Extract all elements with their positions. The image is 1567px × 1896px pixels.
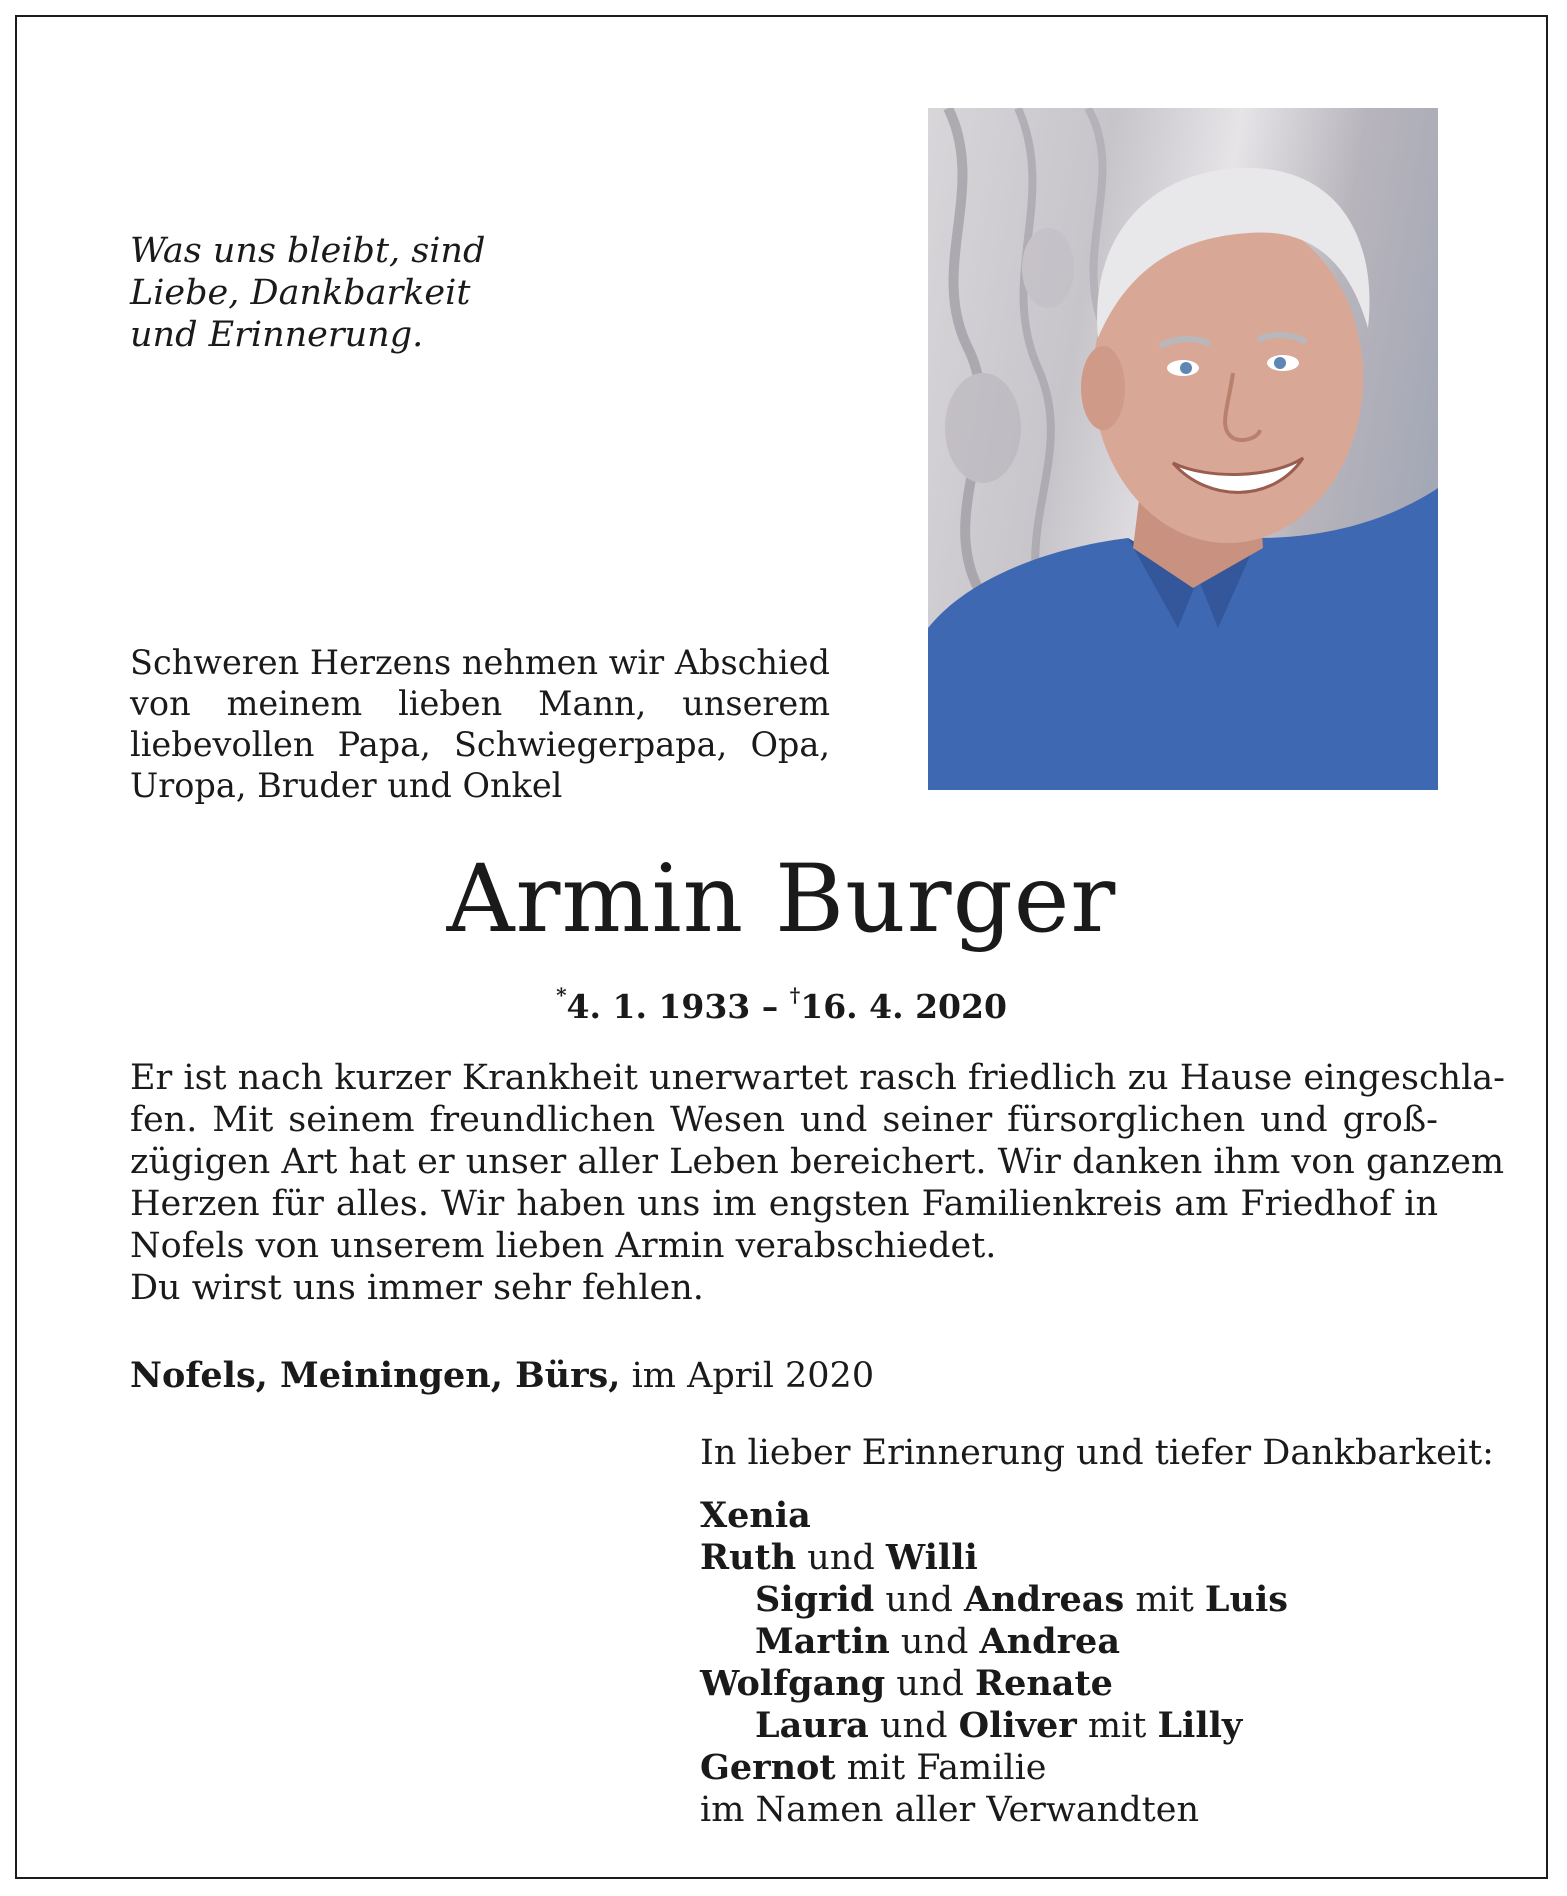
quote-line: und Erinnerung. — [130, 315, 424, 355]
family-name: Andrea — [979, 1621, 1120, 1662]
message-text — [130, 1057, 1505, 1309]
family-name: Sigrid — [755, 1579, 875, 1620]
intro-line: Uropa, Bruder und Onkel — [130, 766, 563, 805]
family-row — [700, 1537, 1288, 1579]
family-row — [700, 1789, 1288, 1831]
closing-line: im Namen aller Verwandten — [700, 1790, 1199, 1830]
place-and-date — [130, 1355, 874, 1397]
portrait-photo — [928, 108, 1438, 790]
connector: und — [889, 1622, 980, 1662]
family-row — [700, 1621, 1288, 1663]
family-row — [700, 1579, 1288, 1621]
intro-line: liebevollen Papa, Schwiegerpapa, Opa, — [130, 725, 830, 764]
family-name: Laura — [755, 1705, 869, 1746]
family-name: Martin — [755, 1621, 890, 1662]
family-name: Ruth — [700, 1537, 797, 1578]
connector: und — [874, 1580, 965, 1620]
family-name: Renate — [974, 1663, 1113, 1704]
family-name: Gernot — [700, 1747, 836, 1788]
connector: mit — [1076, 1706, 1158, 1746]
family-row — [700, 1705, 1288, 1747]
message-line: fen. Mit seinem freundlichen Wesen und seiner fürsorglichen und groß- — [130, 1100, 1438, 1140]
family-name: Luis — [1204, 1579, 1288, 1620]
family-name: Oliver — [958, 1705, 1077, 1746]
message-line: Er ist nach kurzer Krankheit unerwartet rasch friedlich zu Hause eingeschla- — [130, 1058, 1505, 1098]
life-dates — [17, 979, 1546, 1027]
family-list — [700, 1495, 1288, 1831]
thanks-line: In lieber Erinnerung und tiefer Dankbarkeit: — [700, 1433, 1494, 1473]
family-name: Wolfgang — [700, 1663, 886, 1704]
death-date: 16. 4. 2020 — [800, 987, 1007, 1026]
family-row — [700, 1663, 1288, 1705]
portrait-illustration — [928, 108, 1438, 790]
deceased-name: Armin Burger — [446, 845, 1117, 954]
connector: mit Familie — [835, 1748, 1047, 1788]
connector: und — [885, 1664, 975, 1704]
connector: mit — [1124, 1580, 1205, 1620]
message-line: Nofels von unserem lieben Armin verabschiedet. — [130, 1226, 997, 1266]
month-year: im April 2020 — [620, 1356, 875, 1396]
family-name: Andreas — [964, 1579, 1125, 1620]
connector: und — [796, 1538, 886, 1578]
message-line: zügigen Art hat er unser aller Leben bereichert. Wir danken ihm von ganzem — [130, 1142, 1505, 1182]
connector: und — [868, 1706, 959, 1746]
birth-symbol: * — [556, 983, 567, 1007]
quote-line: Was uns bleibt, sind — [130, 231, 486, 271]
message-line: Herzen für alles. Wir haben uns im engsten Familienkreis am Friedhof in — [130, 1184, 1438, 1224]
intro-text — [130, 642, 830, 806]
family-name: Willi — [885, 1537, 978, 1578]
intro-line: Schweren Herzens nehmen wir Abschied — [130, 643, 830, 682]
place-names: Nofels, Meiningen, Bürs, — [130, 1355, 621, 1396]
obituary-page — [15, 15, 1548, 1879]
family-row — [700, 1495, 1288, 1537]
birth-date: 4. 1. 1933 — [566, 987, 751, 1026]
date-separator: – — [750, 987, 790, 1026]
death-symbol: † — [789, 983, 801, 1007]
family-name: Lilly — [1157, 1705, 1243, 1746]
message-line: Du wirst uns immer sehr fehlen. — [130, 1268, 704, 1308]
family-name: Xenia — [700, 1495, 811, 1536]
intro-line: von meinem lieben Mann, unserem — [130, 684, 830, 723]
memorial-quote — [130, 230, 550, 356]
quote-line: Liebe, Dankbarkeit — [130, 273, 471, 313]
family-row — [700, 1747, 1288, 1789]
